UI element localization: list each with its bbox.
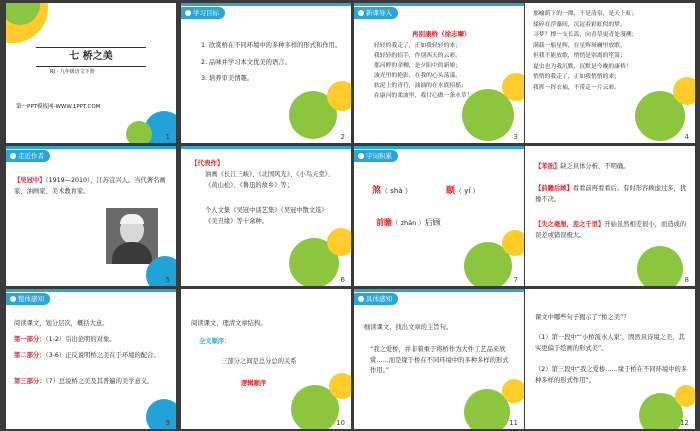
top-bar	[6, 289, 176, 292]
top-bar	[354, 3, 524, 6]
part-desc: （3-6）正反说明桥之美在于环境的配合。	[45, 352, 160, 359]
decor-circles	[675, 385, 695, 407]
term-3	[535, 220, 691, 241]
detail-intro: 细读课文，找出文章的主旨句。	[364, 324, 453, 331]
part-desc: （1-2）引出论明的对象。	[45, 336, 116, 343]
poem-line: 轻轻的我走了，正如我轻轻的来；	[374, 43, 461, 49]
tab-label: 字词积累	[366, 152, 392, 160]
slide-number: 12	[680, 419, 689, 427]
goal-list	[201, 41, 351, 85]
decor-circles	[327, 228, 351, 256]
decor-circles	[502, 73, 524, 101]
works-books: 个人文集《吴冠中谈艺集》《吴冠中散文选》《美丑缘》等十余种。	[205, 207, 328, 225]
poem-line: 悄悄的我走了，正如我悄悄的来；	[533, 74, 620, 80]
structure-sequence: 三部分之间是总分总的关系	[221, 358, 297, 365]
term-head: 【苯拙】	[535, 163, 561, 170]
part-2	[14, 351, 170, 362]
term-head: 【失之毫厘，差之千里】	[535, 221, 605, 228]
slide-3[interactable]	[354, 3, 524, 143]
poem-lines	[374, 41, 473, 101]
term-desc: 开始虽然相差很小，而造成的误差或错误极大。	[535, 221, 687, 239]
top-bar	[354, 289, 524, 292]
slide-4[interactable]	[525, 3, 695, 143]
tab-dot-icon	[358, 10, 364, 16]
vocab-row-2	[446, 184, 480, 198]
slide-6[interactable]	[181, 146, 351, 286]
term-head: 【前瞻后顾】	[535, 185, 573, 192]
slide-7[interactable]	[354, 146, 524, 286]
key-quote: “我之爱桥，并非着重于将桥作为大件工艺品来欣赏……而是缘于桥在不同环境中的多种多样的形式作用。”	[370, 346, 509, 374]
slide-number: 1	[165, 133, 170, 141]
slide-number: 11	[509, 419, 518, 427]
decor-circles	[146, 399, 176, 429]
term-desc: 缺乏具体分析，不明确。	[560, 163, 630, 170]
question: 课文中哪些句子揭示了“桥之美”？	[535, 314, 630, 321]
poem-line: 我挥一挥衣袖，不带走一片云彩。	[533, 84, 620, 91]
author-name: 【吴冠中】	[14, 177, 46, 184]
poem-line: 夏虫也为我沉默，沉默是今晚的康桥！	[533, 63, 632, 70]
decor-circles	[673, 77, 695, 105]
part-1	[14, 335, 170, 346]
part-desc: （7）总说桥之美及其普遍的美学意义。	[45, 378, 154, 385]
slide-5[interactable]	[6, 146, 176, 286]
tab-label: 学习目标	[193, 9, 219, 17]
slide-subtitle: RJ · 九年级语文下册	[50, 69, 95, 75]
tab-new-lesson	[354, 7, 398, 19]
part-head: 第三部分：	[14, 378, 46, 385]
slide-11[interactable]	[354, 289, 524, 429]
author-bio	[14, 176, 170, 197]
tab-label: 新课导入	[366, 9, 392, 17]
structure-intro: 阅读课文，理清文章结构。	[191, 320, 267, 327]
structure-logic: 逻辑顺序	[241, 380, 267, 387]
slide-number: 3	[513, 133, 518, 141]
works-paintings: 油画《长江三峡》、《北国风光》、《小鸟天堂》、《黄山松》、《鲁迅的故乡》等；	[205, 171, 335, 189]
poem-line: 在康河的柔波里，我甘心做一条水草！	[374, 93, 473, 99]
tab-overall	[6, 293, 50, 305]
tab-dot-icon	[10, 153, 16, 159]
author-bio-text: （1919—2010），江苏宜兴人。当代著名画家、油画家、美术教育家。	[14, 177, 166, 195]
term-desc: 看看前再看看后。有时形容顾虑过多，犹豫不决。	[535, 185, 687, 203]
answer-2: （2）第三段中“我之爱桥……缘于桥在不同环境中的多种多样的形式作用”。	[535, 366, 688, 384]
decor-circles	[502, 379, 524, 403]
tab-dot-icon	[10, 296, 16, 302]
part-head: 第一部分：	[14, 336, 46, 343]
list-item: 1. 欣赏桥在不同环境中的多种多样的形式和作用。	[201, 42, 342, 49]
decor-circles	[126, 121, 152, 143]
poem-line: 寻梦？撑一支长篙，向青草更青处漫溯；	[533, 32, 638, 38]
answer-1: （1）第一段中“‘小桥流水人家’，固然具诗境之美，其实更偏于绘画的形式美”。	[535, 334, 685, 352]
author-portrait	[106, 208, 158, 264]
slide-12[interactable]	[525, 289, 695, 429]
slide-10[interactable]	[181, 289, 351, 429]
tab-detailed	[354, 293, 398, 305]
tab-dot-icon	[185, 10, 191, 16]
top-bar	[6, 146, 176, 149]
tab-label: 具体感知	[366, 295, 392, 303]
vocab-word: 前瞻	[376, 218, 392, 227]
term-2	[535, 184, 691, 205]
poem-line: 我轻轻的招手，作别西天的云彩。	[374, 53, 461, 59]
list-item: 3. 培养审美情趣。	[201, 75, 254, 82]
slide-number: 10	[336, 419, 345, 427]
slide-8[interactable]	[525, 146, 695, 286]
decor-circles	[329, 373, 351, 399]
vocab-word: 颐	[446, 186, 456, 196]
slide-2[interactable]	[181, 3, 351, 143]
tab-vocabulary	[354, 150, 398, 162]
vocab-row-3	[376, 216, 441, 230]
part-head: 第二部分：	[14, 352, 46, 359]
structure-label: 全文顺序：	[199, 338, 231, 345]
decor-circles	[327, 81, 351, 111]
slide-number: 6	[340, 276, 345, 284]
tab-dot-icon	[358, 296, 364, 302]
slide-1[interactable]	[6, 3, 176, 143]
poem-line: 那榆荫下的一潭，不是清泉，是天上虹；	[533, 11, 638, 17]
poem-line: 那河畔的金柳，是夕阳中的新娘；	[374, 63, 461, 69]
tab-label: 整体感知	[18, 295, 44, 303]
poem-line: 波光里的艳影，在我的心头荡漾。	[374, 73, 461, 79]
vocab-row-1	[372, 184, 412, 198]
poem-lines	[533, 9, 637, 93]
slide-number: 7	[513, 276, 518, 284]
top-bar	[181, 146, 351, 149]
poem-line: 软泥上的青荇，油油的在水底招摇；	[374, 83, 467, 89]
slide-number: 9	[165, 419, 170, 427]
list-item: 2. 品味并学习本文优美的语言。	[201, 58, 291, 66]
overall-intro: 阅读课文，划分层次，概括大意。	[14, 320, 109, 327]
vocab-pinyin: （ zhān ）	[392, 219, 425, 227]
slide-footer: 第一PPT模板网-WWW.1PPT.COM	[16, 104, 101, 110]
slide-number: 5	[165, 276, 170, 284]
vocab-pinyin: （ shà ）	[381, 187, 412, 195]
tab-label: 走近作者	[18, 152, 44, 160]
works-heading: 【代表作】	[191, 159, 224, 167]
poem-line: 揉碎在浮藻间，沉淀着彩虹似的梦。	[533, 21, 626, 28]
decor-circles	[637, 246, 683, 286]
slide-number: 2	[340, 133, 345, 141]
slide-number: 8	[684, 276, 689, 284]
slide-9[interactable]	[6, 289, 176, 429]
vocab-word-tail: 后顾	[424, 218, 441, 227]
poem-line: 满载一船星辉，在星辉斑斓里放歌。	[533, 42, 626, 49]
vocab-word: 煞	[372, 186, 382, 196]
part-3	[14, 377, 170, 388]
top-bar	[181, 3, 351, 6]
slide-number: 4	[684, 133, 689, 141]
term-1	[535, 162, 691, 173]
tab-learning-goals	[181, 7, 225, 19]
poem-line: 但我不能放歌，悄悄是别离的笙箫；	[533, 53, 626, 59]
tab-dot-icon	[358, 153, 364, 159]
slide-title: 七 桥之美	[36, 47, 146, 67]
vocab-pinyin: （ yí ）	[455, 187, 480, 195]
tab-about-author	[6, 150, 50, 162]
poem-title: 再别康桥（徐志摩）	[412, 30, 471, 38]
decor-circles	[502, 230, 524, 256]
top-bar	[354, 146, 524, 149]
